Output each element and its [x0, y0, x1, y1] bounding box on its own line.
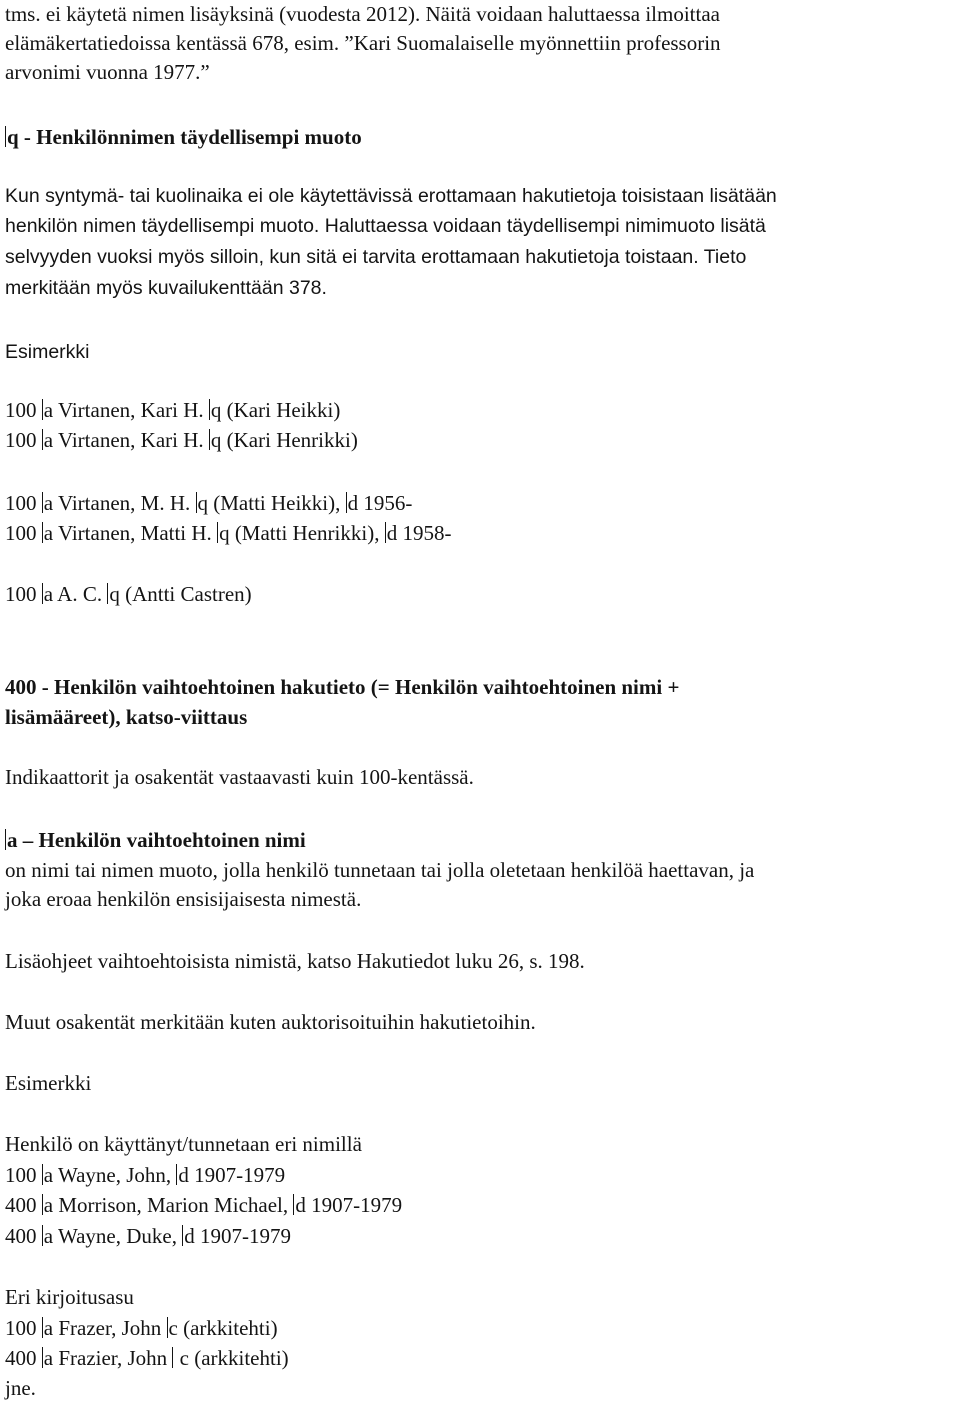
field-tag: 400 — [5, 1193, 42, 1217]
example-caption: Eri kirjoitusasu — [5, 1285, 134, 1309]
example-caption: Henkilö on käyttänyt/tunnetaan eri nimillä — [5, 1132, 362, 1156]
subfield-delimiter — [167, 1317, 168, 1338]
example-line — [5, 426, 358, 454]
field-tag: 100 — [5, 1163, 42, 1187]
subfield-delimiter — [42, 1225, 43, 1246]
subfield-delimiter — [196, 492, 197, 513]
subfield: d 1958- — [386, 521, 452, 545]
section-heading-400-cont: lisämääreet), katso-viittaus — [5, 705, 248, 729]
subfield-delimiter — [209, 399, 210, 420]
subfield-delimiter — [5, 829, 6, 850]
subfield: d 1956- — [347, 491, 413, 515]
subfield: d 1907-1979 — [184, 1224, 291, 1248]
field-tag: 100 — [5, 428, 42, 452]
subfield: d 1907-1979 — [178, 1163, 286, 1187]
section-heading-400: 400 - Henkilön vaihtoehtoinen hakutieto (= Henkilön vaihtoehtoinen nimi + — [5, 675, 680, 699]
subfield-delimiter — [42, 1317, 43, 1338]
subfield-delimiter — [42, 1164, 43, 1185]
paragraph-line: on nimi tai nimen muoto, jolla henkilö tunnetaan tai jolla oletetaan henkilöä haettavan, ja — [5, 858, 755, 882]
subfield: a A. C. — [43, 582, 108, 606]
paragraph-line: henkilön nimen täydellisempi muoto. Haluttaessa voidaan täydellisempi nimimuoto lisätä — [5, 215, 766, 237]
subfield: q (Matti Heikki), — [197, 491, 346, 515]
paragraph-line: Indikaattorit ja osakentät vastaavasti kuin 100-kentässä. — [5, 765, 474, 789]
subfield: a Frazer, John — [43, 1316, 167, 1340]
subfield: q (Matti Henrikki), — [219, 521, 385, 545]
example-line — [5, 1191, 402, 1219]
subfield: q (Kari Henrikki) — [210, 428, 358, 452]
subfield: c (arkkitehti) — [174, 1346, 289, 1370]
field-tag: 100 — [5, 582, 42, 606]
subfield-delimiter — [385, 522, 386, 543]
subfield: q (Antti Castren) — [109, 582, 252, 606]
example-label: Esimerkki — [5, 341, 90, 363]
example-line — [5, 396, 340, 424]
paragraph-line: Lisäohjeet vaihtoehtoisista nimistä, katso Hakutiedot luku 26, s. 198. — [5, 949, 585, 973]
paragraph-line: tms. ei käytetä nimen lisäyksinä (vuodesta 2012). Näitä voidaan haluttaessa ilmoittaa — [5, 2, 720, 26]
example-line — [5, 1314, 278, 1342]
example-line — [5, 1344, 289, 1372]
paragraph-line: elämäkertatiedoissa kentässä 678, esim. ”Kari Suomalaiselle myönnettiin professorin — [5, 31, 721, 55]
subfield-delimiter — [346, 492, 347, 513]
subfield-delimiter — [42, 583, 43, 604]
subfield-heading-a — [5, 826, 306, 854]
field-tag: 100 — [5, 491, 42, 515]
example-line — [5, 519, 451, 547]
subfield: a Virtanen, Matti H. — [43, 521, 218, 545]
subfield: a Wayne, Duke, — [43, 1224, 183, 1248]
field-tag: 100 — [5, 521, 42, 545]
example-line — [5, 489, 412, 517]
subfield-delimiter — [209, 429, 210, 450]
example-line — [5, 580, 252, 608]
subfield-delimiter — [42, 492, 43, 513]
subfield: a Virtanen, Kari H. — [43, 428, 209, 452]
field-tag: 100 — [5, 398, 42, 422]
heading-text: a – Henkilön vaihtoehtoinen nimi — [7, 828, 306, 852]
field-tag: 400 — [5, 1224, 42, 1248]
subfield: a Virtanen, M. H. — [43, 491, 196, 515]
subfield-delimiter — [42, 1194, 43, 1215]
subfield-delimiter — [42, 522, 43, 543]
subfield: d 1907-1979 — [295, 1193, 403, 1217]
subfield: q (Kari Heikki) — [210, 398, 341, 422]
paragraph-line: Kun syntymä- tai kuolinaika ei ole käytettävissä erottamaan hakutietoja toisistaan lisätään — [5, 185, 777, 207]
subfield: a Wayne, John, — [43, 1163, 177, 1187]
subfield-delimiter — [5, 126, 6, 147]
subfield: a Morrison, Marion Michael, — [43, 1193, 294, 1217]
field-tag: 100 — [5, 1316, 42, 1340]
subfield-delimiter — [42, 399, 43, 420]
subfield: a Virtanen, Kari H. — [43, 398, 209, 422]
section-heading-q — [5, 123, 362, 151]
heading-text: q - Henkilönnimen täydellisempi muoto — [7, 125, 362, 149]
subfield-delimiter — [42, 1347, 43, 1368]
subfield: a Frazier, John — [43, 1346, 173, 1370]
paragraph-line: arvonimi vuonna 1977.” — [5, 60, 210, 84]
paragraph-line: merkitään myös kuvailukenttään 378. — [5, 277, 327, 299]
example-label: Esimerkki — [5, 1071, 92, 1095]
subfield-delimiter — [217, 522, 218, 543]
paragraph-line: Muut osakentät merkitään kuten auktorisoituihin hakutietoihin. — [5, 1010, 536, 1034]
subfield: c (arkkitehti) — [168, 1316, 278, 1340]
closing-text: jne. — [5, 1376, 36, 1400]
example-line — [5, 1161, 285, 1189]
subfield-delimiter — [42, 429, 43, 450]
example-line — [5, 1222, 291, 1250]
paragraph-line: joka eroaa henkilön ensisijaisesta nimestä. — [5, 887, 362, 911]
paragraph-line: selvyyden vuoksi myös silloin, kun sitä ei tarvita erottamaan hakutietoja toistaan. Tieto — [5, 246, 747, 268]
field-tag: 400 — [5, 1346, 42, 1370]
